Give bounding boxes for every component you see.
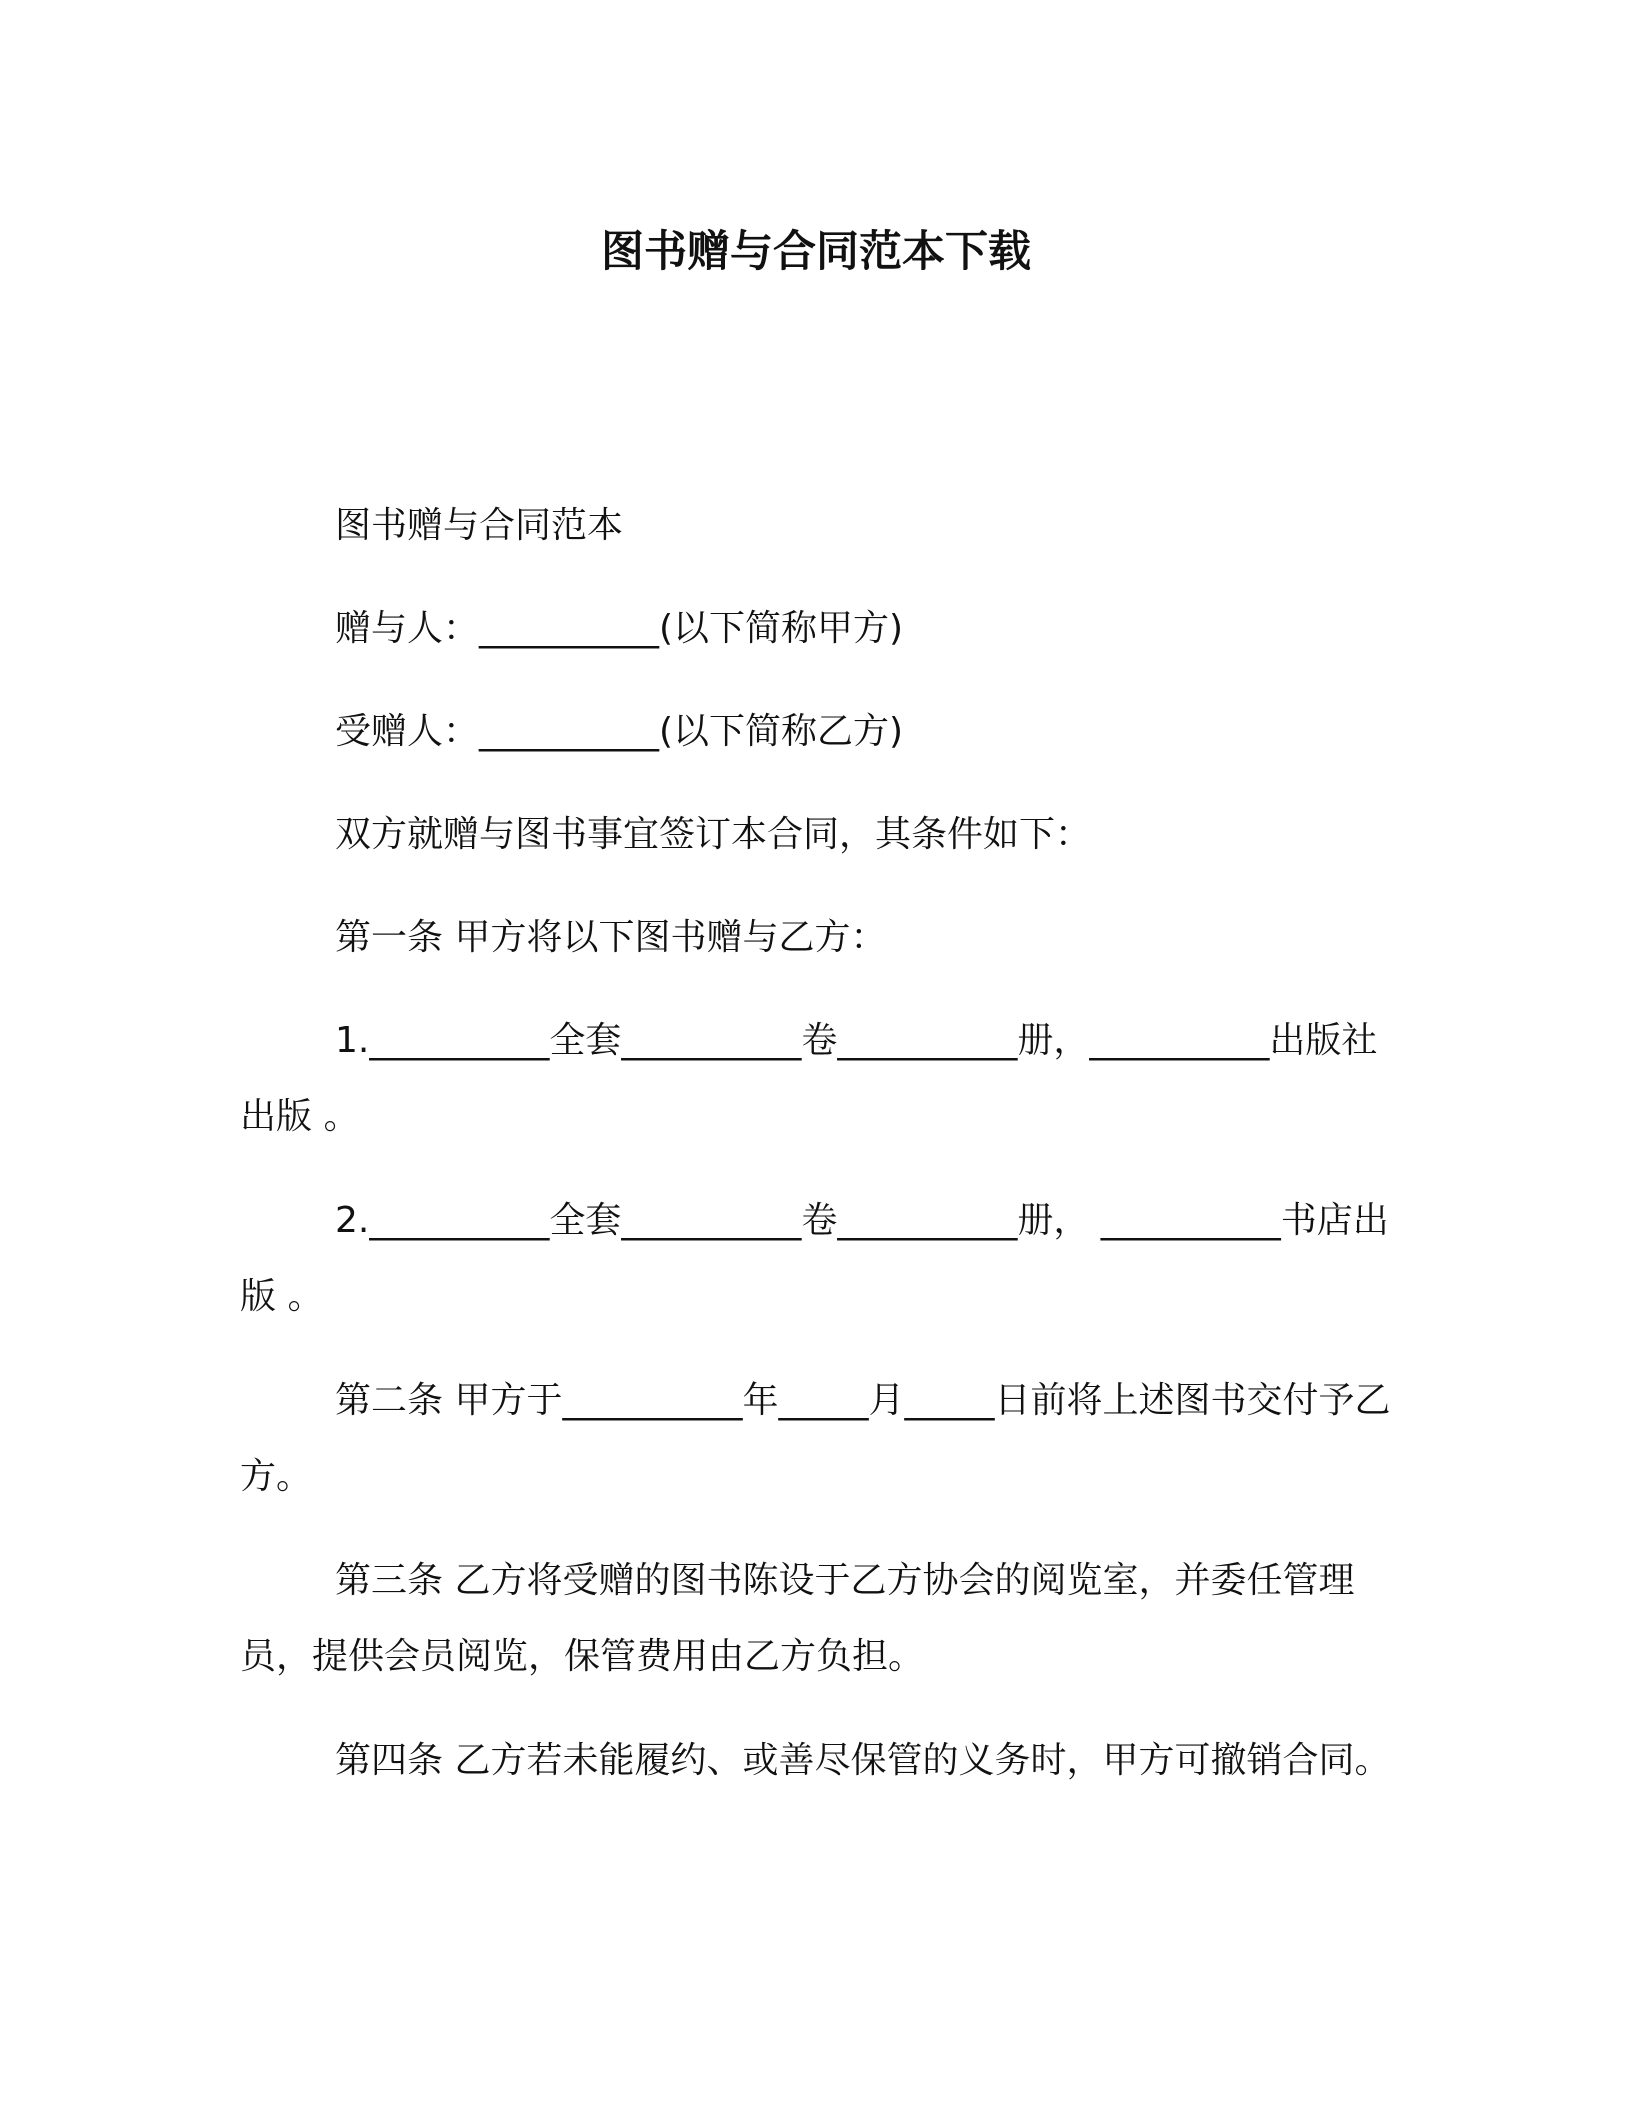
donor-line: 赠与人：__________(以下简称甲方) bbox=[335, 608, 904, 649]
article-3: 第三条 乙方将受赠的图书陈设于乙方协会的阅览室，并委任管理员，提供会员阅览，保管费用由乙方负担。 bbox=[240, 1560, 1355, 1677]
intro-paragraph: 双方就赠与图书事宜签订本合同，其条件如下： bbox=[335, 814, 1092, 855]
article-1-item-1: 1.__________全套__________卷__________册，__________出版社出版 。 bbox=[240, 1020, 1378, 1137]
article-2: 第二条 甲方于__________年_____月_____日前将上述图书交付予乙方。 bbox=[240, 1380, 1391, 1497]
article-1-heading: 第一条 甲方将以下图书赠与乙方： bbox=[335, 917, 887, 958]
contract-subtitle: 图书赠与合同范本 bbox=[335, 505, 624, 546]
donee-line: 受赠人：__________(以下简称乙方) bbox=[335, 711, 904, 752]
article-1-item-2: 2.__________全套__________卷__________册， __________书店出版 。 bbox=[240, 1200, 1389, 1317]
document-title: 图书赠与合同范本下载 bbox=[601, 227, 1031, 277]
article-4: 第四条 乙方若未能履约、或善尽保管的义务时，甲方可撤销合同。 bbox=[335, 1740, 1391, 1781]
